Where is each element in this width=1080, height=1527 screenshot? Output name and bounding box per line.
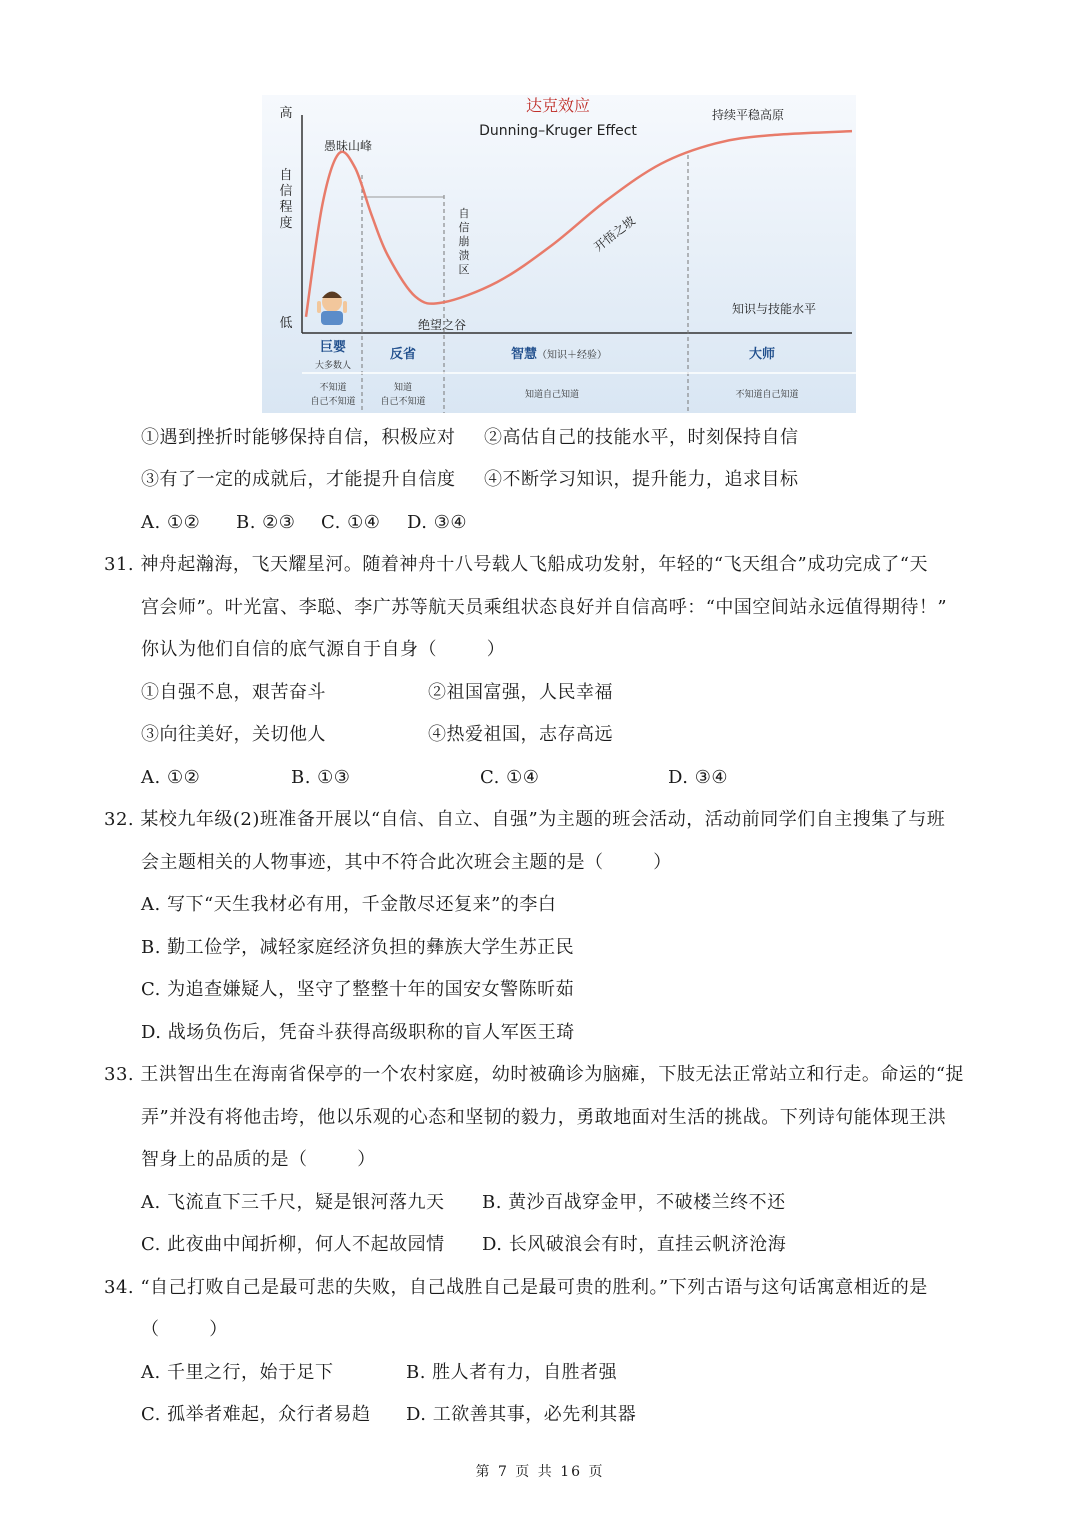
- stage-sub-1: 大多数人: [314, 361, 352, 371]
- stage-desc-2a: 知道: [393, 383, 413, 393]
- stage-name-1: 巨婴: [319, 340, 347, 355]
- stage-desc-1a: 不知道: [319, 383, 347, 393]
- q30-choice-2: ②高估自己的技能水平，时刻保持自信: [484, 427, 799, 448]
- plateau-label: 持续平稳高原: [711, 108, 785, 122]
- q31-stem-line-1: 31. 神舟起瀚海，飞天耀星河。随着神舟十八号载人飞船成功发射，年轻的“飞天组合”成功完成了“天: [104, 554, 928, 575]
- q34-option-b: B. 胜人者有力，自胜者强: [406, 1362, 618, 1383]
- q31-choice-2: ②祖国富强，人民幸福: [428, 682, 613, 703]
- q30-option-b: B. ②③: [236, 512, 296, 533]
- q32-stem-line-2: 会主题相关的人物事迹，其中不符合此次班会主题的是（ ）: [141, 852, 672, 873]
- slope-label: 开悟之坡: [591, 213, 638, 255]
- q33-stem-line-3: 智身上的品质的是（ ）: [141, 1149, 376, 1170]
- q31-option-a: A. ①②: [141, 767, 201, 788]
- q31-option-d: D. ③④: [668, 767, 729, 788]
- q31-option-b: B. ①③: [291, 767, 351, 788]
- chart-title: 达克效应: [525, 96, 591, 115]
- q32-option-d: D. 战场负伤后，凭奋斗获得高级职称的盲人军医王琦: [141, 1022, 575, 1043]
- chart-subtitle: Dunning–Kruger Effect: [479, 123, 637, 139]
- valley-label: 绝望之谷: [417, 318, 467, 332]
- q30-option-d: D. ③④: [407, 512, 468, 533]
- q33-option-d: D. 长风破浪会有时，直挂云帆济沧海: [482, 1234, 787, 1255]
- q34-stem-line-1: 34. “自己打败自己是最可悲的失败，自己战胜自己是最可贵的胜利。”下列古语与这句话寓意相近的是: [104, 1277, 928, 1298]
- q30-choice-1: ①遇到挫折时能够保持自信，积极应对: [141, 427, 456, 448]
- q31-choice-3: ③向往美好，关切他人: [141, 724, 326, 745]
- dunning-kruger-chart: [262, 95, 856, 413]
- q32-option-c: C. 为追查嫌疑人，坚守了整整十年的国安女警陈昕茹: [141, 979, 575, 1000]
- q33-stem-line-1: 33. 王洪智出生在海南省保亭的一个农村家庭，幼时被确诊为脑瘫，下肢无法正常站立和行走。命运的“捉: [104, 1064, 965, 1085]
- q33-option-a: A. 飞流直下三千尺，疑是银河落九天: [141, 1192, 445, 1213]
- stage-desc-1b: 自己不知道: [310, 397, 356, 407]
- q32-option-a: A. 写下“天生我材必有用，千金散尽还复来”的李白: [141, 894, 557, 915]
- q33-stem-line-2: 弄”并没有将他击垮，他以乐观的心态和坚韧的毅力，勇敢地面对生活的挑战。下列诗句能体现王洪: [141, 1107, 947, 1128]
- q30-choice-3: ③有了一定的成就后，才能提升自信度: [141, 469, 456, 490]
- q34-stem-line-2: （ ）: [141, 1319, 228, 1340]
- q31-stem-line-3: 你认为他们自信的底气源自于自身（ ）: [141, 639, 506, 660]
- dunning-kruger-figure: [262, 95, 856, 413]
- q30-option-a: A. ①②: [141, 512, 201, 533]
- q31-stem-line-2: 宫会师”。叶光富、李聪、李广苏等航天员乘组状态良好并自信高呼：“中国空间站永远值得期待！”: [141, 597, 948, 618]
- y-axis-label: 自信程度: [279, 168, 293, 231]
- q32-option-b: B. 勤工俭学，减轻家庭经济负担的彝族大学生苏正民: [141, 937, 575, 958]
- q30-choice-4: ④不断学习知识，提升能力，追求目标: [484, 469, 799, 490]
- stage-name-3: 智慧: [510, 347, 538, 362]
- q33-option-c: C. 此夜曲中闻折柳，何人不起故园情: [141, 1234, 445, 1255]
- q31-choice-1: ①自强不息，艰苦奋斗: [141, 682, 326, 703]
- page-footer: 第 7 页 共 16 页: [475, 1464, 605, 1480]
- stage-name-2: 反省: [389, 347, 417, 362]
- peak-label: 愚昧山峰: [323, 139, 373, 153]
- q31-option-c: C. ①④: [480, 767, 540, 788]
- q34-option-c: C. 孤举者难起，众行者易趋: [141, 1404, 371, 1425]
- collapse-zone-label: 自信崩溃区: [458, 207, 470, 276]
- q34-option-a: A. 千里之行，始于足下: [141, 1362, 334, 1383]
- stage-sub-3: （知识＋经验）: [537, 350, 607, 361]
- stage-desc-3: 知道自己知道: [524, 390, 580, 400]
- q34-option-d: D. 工欲善其事，必先利其器: [406, 1404, 637, 1425]
- stage-desc-4: 不知道自己知道: [735, 390, 799, 400]
- y-high-label: 高: [279, 106, 293, 121]
- stage-name-4: 大师: [748, 347, 776, 362]
- stage-desc-2b: 自己不知道: [380, 397, 426, 407]
- y-low-label: 低: [279, 316, 293, 331]
- q30-option-c: C. ①④: [321, 512, 381, 533]
- x-axis-label: 知识与技能水平: [731, 302, 817, 316]
- q33-option-b: B. 黄沙百战穿金甲，不破楼兰终不还: [482, 1192, 786, 1213]
- q32-stem-line-1: 32. 某校九年级(2)班准备开展以“自信、自立、自强”为主题的班会活动，活动前同学们自主搜集了与班: [104, 809, 946, 830]
- q31-choice-4: ④热爱祖国，志存高远: [428, 724, 613, 745]
